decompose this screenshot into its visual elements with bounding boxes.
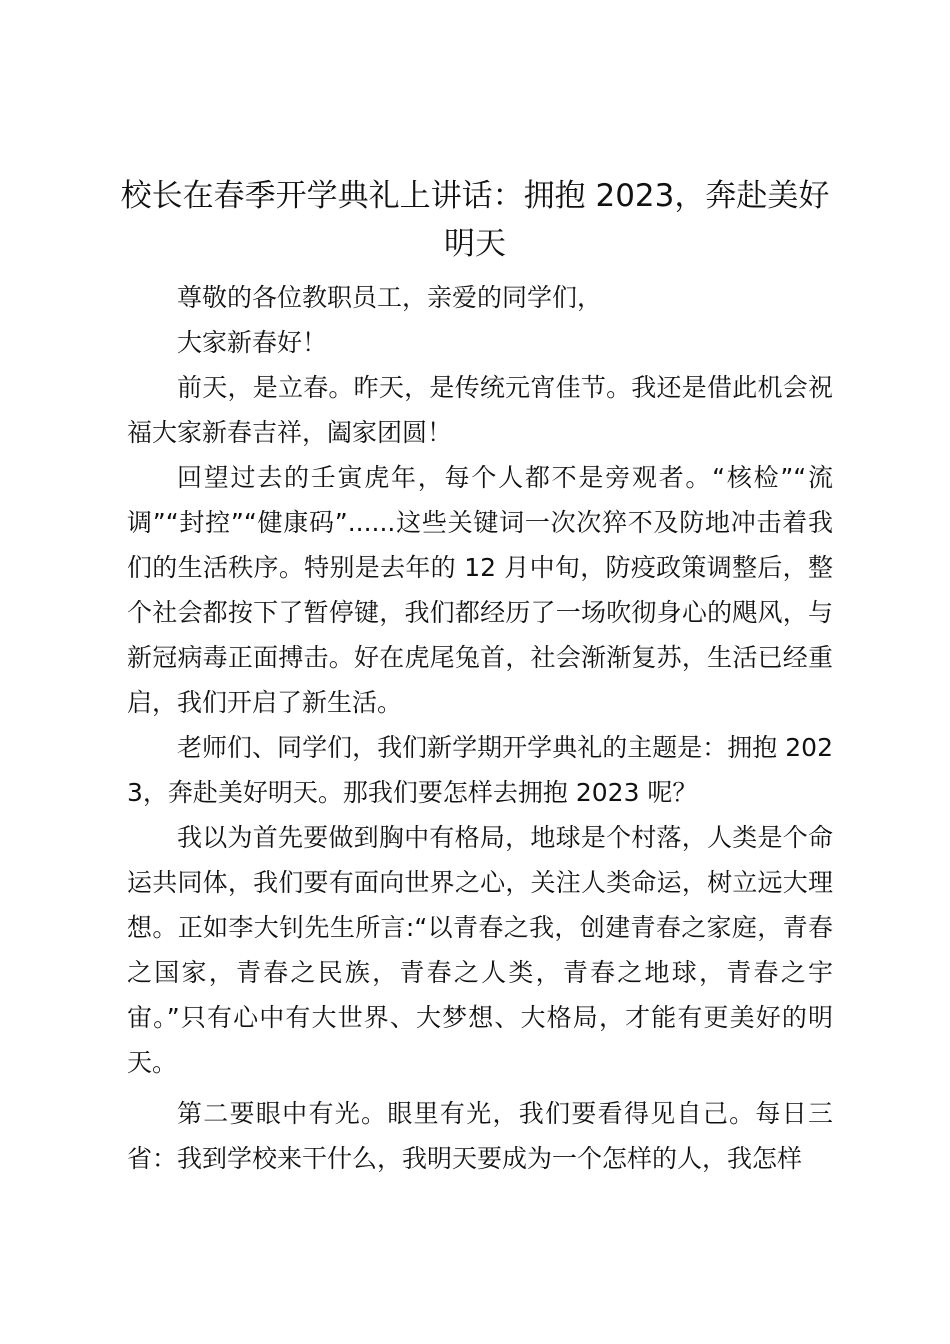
document-body: [127, 275, 833, 1181]
document-title: 校长在春季开学典礼上讲话：拥抱 2023，奔赴美好明天: [120, 178, 830, 262]
paragraph-vision: 我以为首先要做到胸中有格局，地球是个村落，人类是个命运共同体，我们要有面向世界之心，关注人类命运，树立远大理想。正如李大钊先生所言:“以青春之我，创建青春之家庭，青春之国家，青春之民族，青春之人类，青春之地球，青春之宇宙。”只有心中有大世界、大梦想、大格局，才能有更美好的明天。: [127, 823, 833, 1077]
paragraph-festival: 前天，是立春。昨天，是传统元宵佳节。我还是借此机会祝福大家新春吉祥，阖家团圆！: [127, 373, 833, 447]
paragraph-theme: 老师们、同学们，我们新学期开学典礼的主题是：拥抱 2023，奔赴美好明天。那我们要怎样去拥抱 2023 呢？: [127, 733, 833, 807]
paragraph-review: 回望过去的壬寅虎年，每个人都不是旁观者。“核检”“流调”“封控”“健康码”......这些关键词一次次猝不及防地冲击着我们的生活秩序。特别是去年的 12 月中旬，防疫政策调整后，整个社会都按下了暂停键，我们都经历了一场吹彻身心的飓风，与新冠病毒正面搏击。好在虎尾兔首，社会渐渐复苏，生活已经重启，我们开启了新生活。: [127, 463, 833, 717]
paragraph-new-year: 大家新春好！: [177, 328, 328, 357]
paragraph-greeting: 尊敬的各位教职员工，亲爱的同学们，: [177, 283, 603, 312]
paragraph-light: 第二要眼中有光。眼里有光，我们要看得见自己。每日三省：我到学校来干什么，我明天要成为一个怎样的人，我怎样: [127, 1099, 833, 1173]
